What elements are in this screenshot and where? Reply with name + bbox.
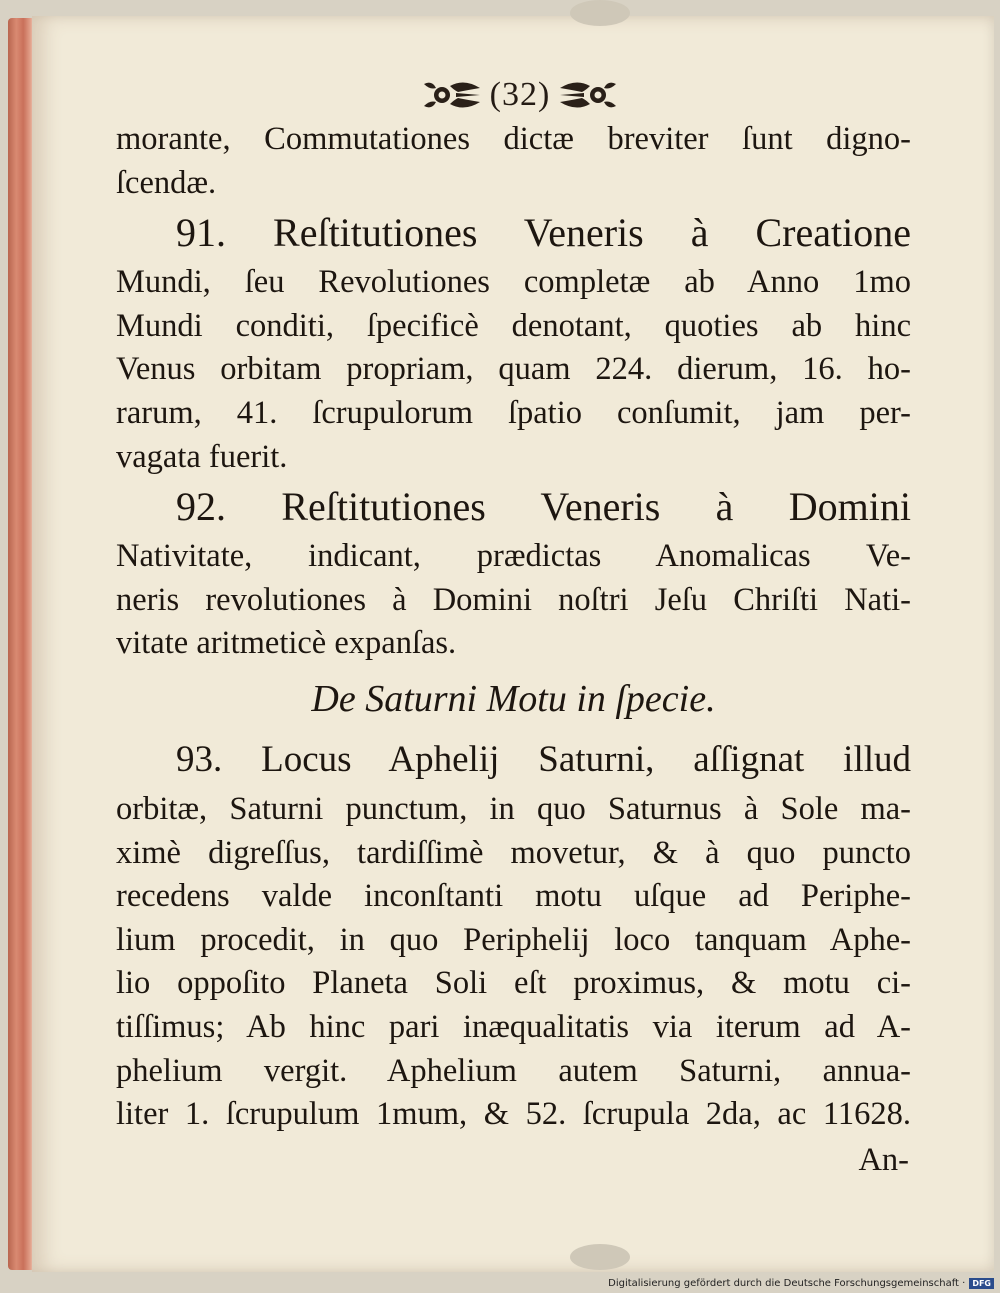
text-line: vitate aritmeticè expanſas.	[116, 625, 457, 662]
dfg-logo-icon: DFG	[969, 1278, 994, 1289]
text-line: Venus orbitam propriam, quam 224. dierum, 16. ho-	[116, 351, 911, 388]
text-line: morante, Commutationes dictæ breviter ſunt digno-	[116, 121, 911, 157]
text-line: tiſſimus; Ab hinc pari inæqualitatis via iterum ad A-	[116, 1008, 911, 1045]
text-line: Mundi, ſeu Revolutiones completæ ab Anno 1mo	[116, 264, 911, 301]
text-line: vagata fuerit.	[116, 438, 288, 475]
left-ornament-icon	[422, 78, 484, 112]
page-clip-top	[570, 0, 630, 26]
text-line: neris revolutiones à Domini noſtri Jeſu Chriſti Nati-	[116, 581, 911, 618]
paragraph-heading-92: 92. Reſtitutiones Veneris à Domini	[176, 484, 911, 530]
text-line: Nativitate, indicant, prædictas Anomalicas Ve-	[116, 538, 911, 575]
paragraph-heading-93: 93. Locus Aphelij Saturni, aſſignat illud	[176, 738, 911, 780]
text-line: rarum, 41. ſcrupulorum ſpatio conſumit, jam per-	[116, 394, 911, 431]
text-line: recedens valde inconſtanti motu uſque ad Periphe-	[116, 878, 911, 915]
page-body	[116, 118, 911, 1183]
text-line: liter 1. ſcrupulum 1mum, & 52. ſcrupula 2da, ac 11628.	[116, 1096, 911, 1133]
credit-text: Digitalisierung gefördert durch die Deutsche Forschungsgemeinschaft ·	[608, 1278, 966, 1289]
right-ornament-icon	[556, 78, 618, 112]
section-title: De Saturni Motu in ſpecie.	[311, 677, 716, 720]
paragraph-heading-91: 91. Reſtitutiones Veneris à Creatione	[176, 210, 911, 256]
page-number: (32)	[489, 76, 551, 113]
text-line: ſcendæ.	[116, 164, 217, 201]
text-line: Mundi conditi, ſpecificè denotant, quoties ab hinc	[116, 307, 911, 344]
text-line: ximè digreſſus, tardiſſimè movetur, & à quo puncto	[116, 834, 911, 871]
page-clip-bottom	[570, 1244, 630, 1270]
text-line: lium procedit, in quo Periphelij loco tanquam Aphe-	[116, 921, 911, 958]
catchword: An-	[858, 1141, 909, 1178]
text-line: orbitæ, Saturni punctum, in quo Saturnus à Sole ma-	[116, 790, 911, 827]
digitization-credit	[608, 1278, 994, 1289]
text-line: lio oppoſito Planeta Soli eſt proximus, & motu ci-	[116, 965, 911, 1002]
text-line: phelium vergit. Aphelium autem Saturni, annua-	[116, 1052, 911, 1089]
page-header	[410, 70, 630, 120]
